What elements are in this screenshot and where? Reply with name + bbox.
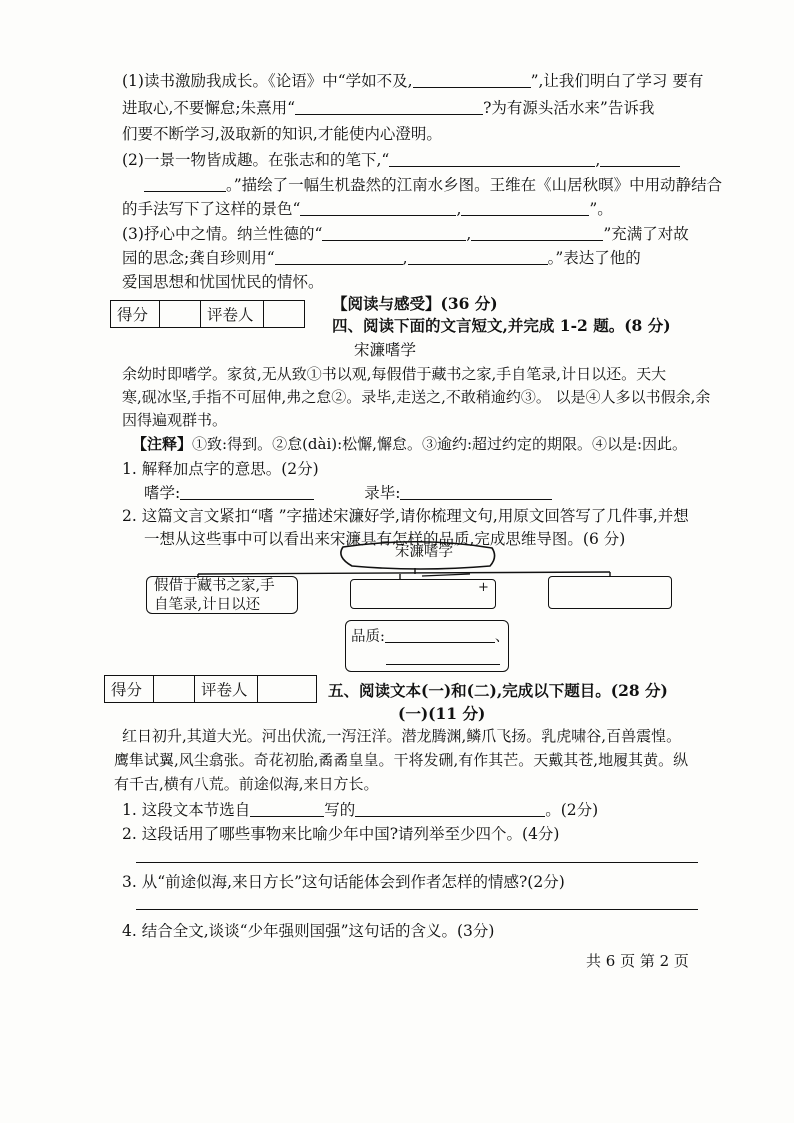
score-label: 得分 xyxy=(105,676,154,703)
text: 1. 这段文本节选自 xyxy=(122,801,251,819)
text: , xyxy=(456,200,462,218)
q3-1-line3: 们要不断学习,汲取新的知识,才能使内心澄明。 xyxy=(122,125,442,143)
mindmap-event-box-3[interactable] xyxy=(548,576,672,609)
answer-blank[interactable] xyxy=(355,802,545,817)
page-footer: 共 6 页 第 2 页 xyxy=(586,952,689,970)
text: (1)读书激励我成长。《论语》中“学如不及, xyxy=(122,72,413,90)
text: 。”描绘了一幅生机盎然的江南水乡图。王维在《山居秋暝》中用动静结合 xyxy=(226,176,723,194)
text: , xyxy=(402,249,408,267)
part5-q4: 4. 结合全文,谈谈“少年强则国强”这句话的含义。(3分) xyxy=(122,922,495,940)
mindmap-event-1-line2: 自笔录,计日以还 xyxy=(154,597,261,613)
part4-title: 四、阅读下面的文言短文,并完成 1-2 题。(8 分) xyxy=(332,316,671,335)
text: (2)一景一物皆成趣。在张志和的笔下,“ xyxy=(122,151,390,169)
part5-passage-line3: 有千古,横有八荒。前途似海,来日方长。 xyxy=(114,775,379,793)
text: ”,让我们明白了学习 要有 xyxy=(530,72,704,90)
text: ?为有源头活水来”告诉我 xyxy=(483,99,655,117)
passage-line2: 寒,砚冰坚,手指不可屈伸,弗之怠②。录毕,走送之,不敢稍逾约③。 以是④人多以书假余,余 xyxy=(122,388,711,406)
part5-q2: 2. 这段话用了哪些事物来比喻少年中国?请列举至少四个。(4分) xyxy=(122,825,560,843)
mindmap-event-1-line1: 假借于藏书之家,手 xyxy=(154,578,275,594)
mindmap-quality-row xyxy=(351,628,509,645)
text: ”。 xyxy=(589,200,613,218)
part4-q1: 1. 解释加点字的意思。(2分) xyxy=(122,460,319,478)
word-label: 录毕: xyxy=(364,484,401,502)
answer-blank[interactable] xyxy=(386,650,500,665)
reviewer-cell[interactable] xyxy=(258,676,317,703)
answer-line[interactable] xyxy=(136,909,698,910)
note-text: ①致:得到。②怠(dài):松懈,懈怠。③逾约:超过约定的期限。④以是:因此。 xyxy=(192,435,688,453)
text: ”充满了对故 xyxy=(603,225,689,243)
part5-passage-line1: 红日初升,其道大光。河出伏流,一泻汪洋。潜龙腾渊,鳞爪飞扬。乳虎啸谷,百兽震惶。 xyxy=(122,727,682,745)
part5-subtitle: (一)(11 分) xyxy=(398,704,486,723)
quality-separator: 、 xyxy=(494,629,510,645)
passage-line3: 因得遍观群书。 xyxy=(122,411,228,429)
reviewer-label: 评卷人 xyxy=(201,301,264,328)
part5-passage-line2: 鹰隼试翼,风尘翕张。奇花初胎,矞矞皇皇。干将发硎,有作其芒。天戴其苍,地履其黄。纵 xyxy=(114,751,689,769)
word-label: 嗜学: xyxy=(144,484,181,502)
reviewer-label: 评卷人 xyxy=(195,676,258,703)
part5-q1 xyxy=(122,802,598,819)
part4-q2-line1: 2. 这篇文言文紧扣“嗜 ”字描述宋濂好学,请你梳理文句,用原文回答写了几件事,并想 xyxy=(122,507,689,525)
part4-q2-line2: 一想从这些事中可以看出来宋濂具有怎样的品质,完成思维导图。(6 分) xyxy=(144,530,626,548)
quality-label: 品质: xyxy=(351,629,385,645)
text: (3)抒心中之情。纳兰性德的“ xyxy=(122,225,323,243)
text: , xyxy=(466,225,472,243)
text: 。(2分) xyxy=(545,801,599,819)
part5-title: 五、阅读文本(一)和(二),完成以下题目。(28 分) xyxy=(328,681,668,700)
mindmap-event-box-2[interactable] xyxy=(350,579,496,609)
text: 园的思念;龚自珍则用“ xyxy=(122,249,275,267)
text: , xyxy=(595,151,601,169)
reading-header: 【阅读与感受】(36 分) xyxy=(332,294,498,313)
text: 。”表达了他的 xyxy=(547,249,641,267)
answer-line[interactable] xyxy=(136,862,698,863)
part5-q3: 3. 从“前途似海,来日方长”这句话能体会到作者怎样的情感?(2分) xyxy=(122,873,565,891)
answer-blank[interactable] xyxy=(250,802,324,817)
answer-blank[interactable] xyxy=(385,628,495,643)
text: 写的 xyxy=(324,801,356,819)
passage-title: 宋濂嗜学 xyxy=(354,341,417,359)
score-box-2 xyxy=(104,675,317,703)
q3-3-line3: 爱国思想和忧国忧民的情怀。 xyxy=(122,273,324,291)
mindmap-root: 宋濂嗜学 xyxy=(395,544,453,560)
cursor-mark: + xyxy=(478,580,489,595)
score-cell[interactable] xyxy=(154,676,195,703)
score-label: 得分 xyxy=(111,301,160,328)
note-label: 【注释】 xyxy=(132,435,193,453)
passage-line1: 余幼时即嗜学。家贫,无从致①书以观,每假借于藏书之家,手自笔录,计日以还。天大 xyxy=(122,365,667,383)
text: 的手法写下了这样的景色“ xyxy=(122,200,301,218)
text: 进取心,不要懈怠;朱熹用“ xyxy=(122,99,296,117)
